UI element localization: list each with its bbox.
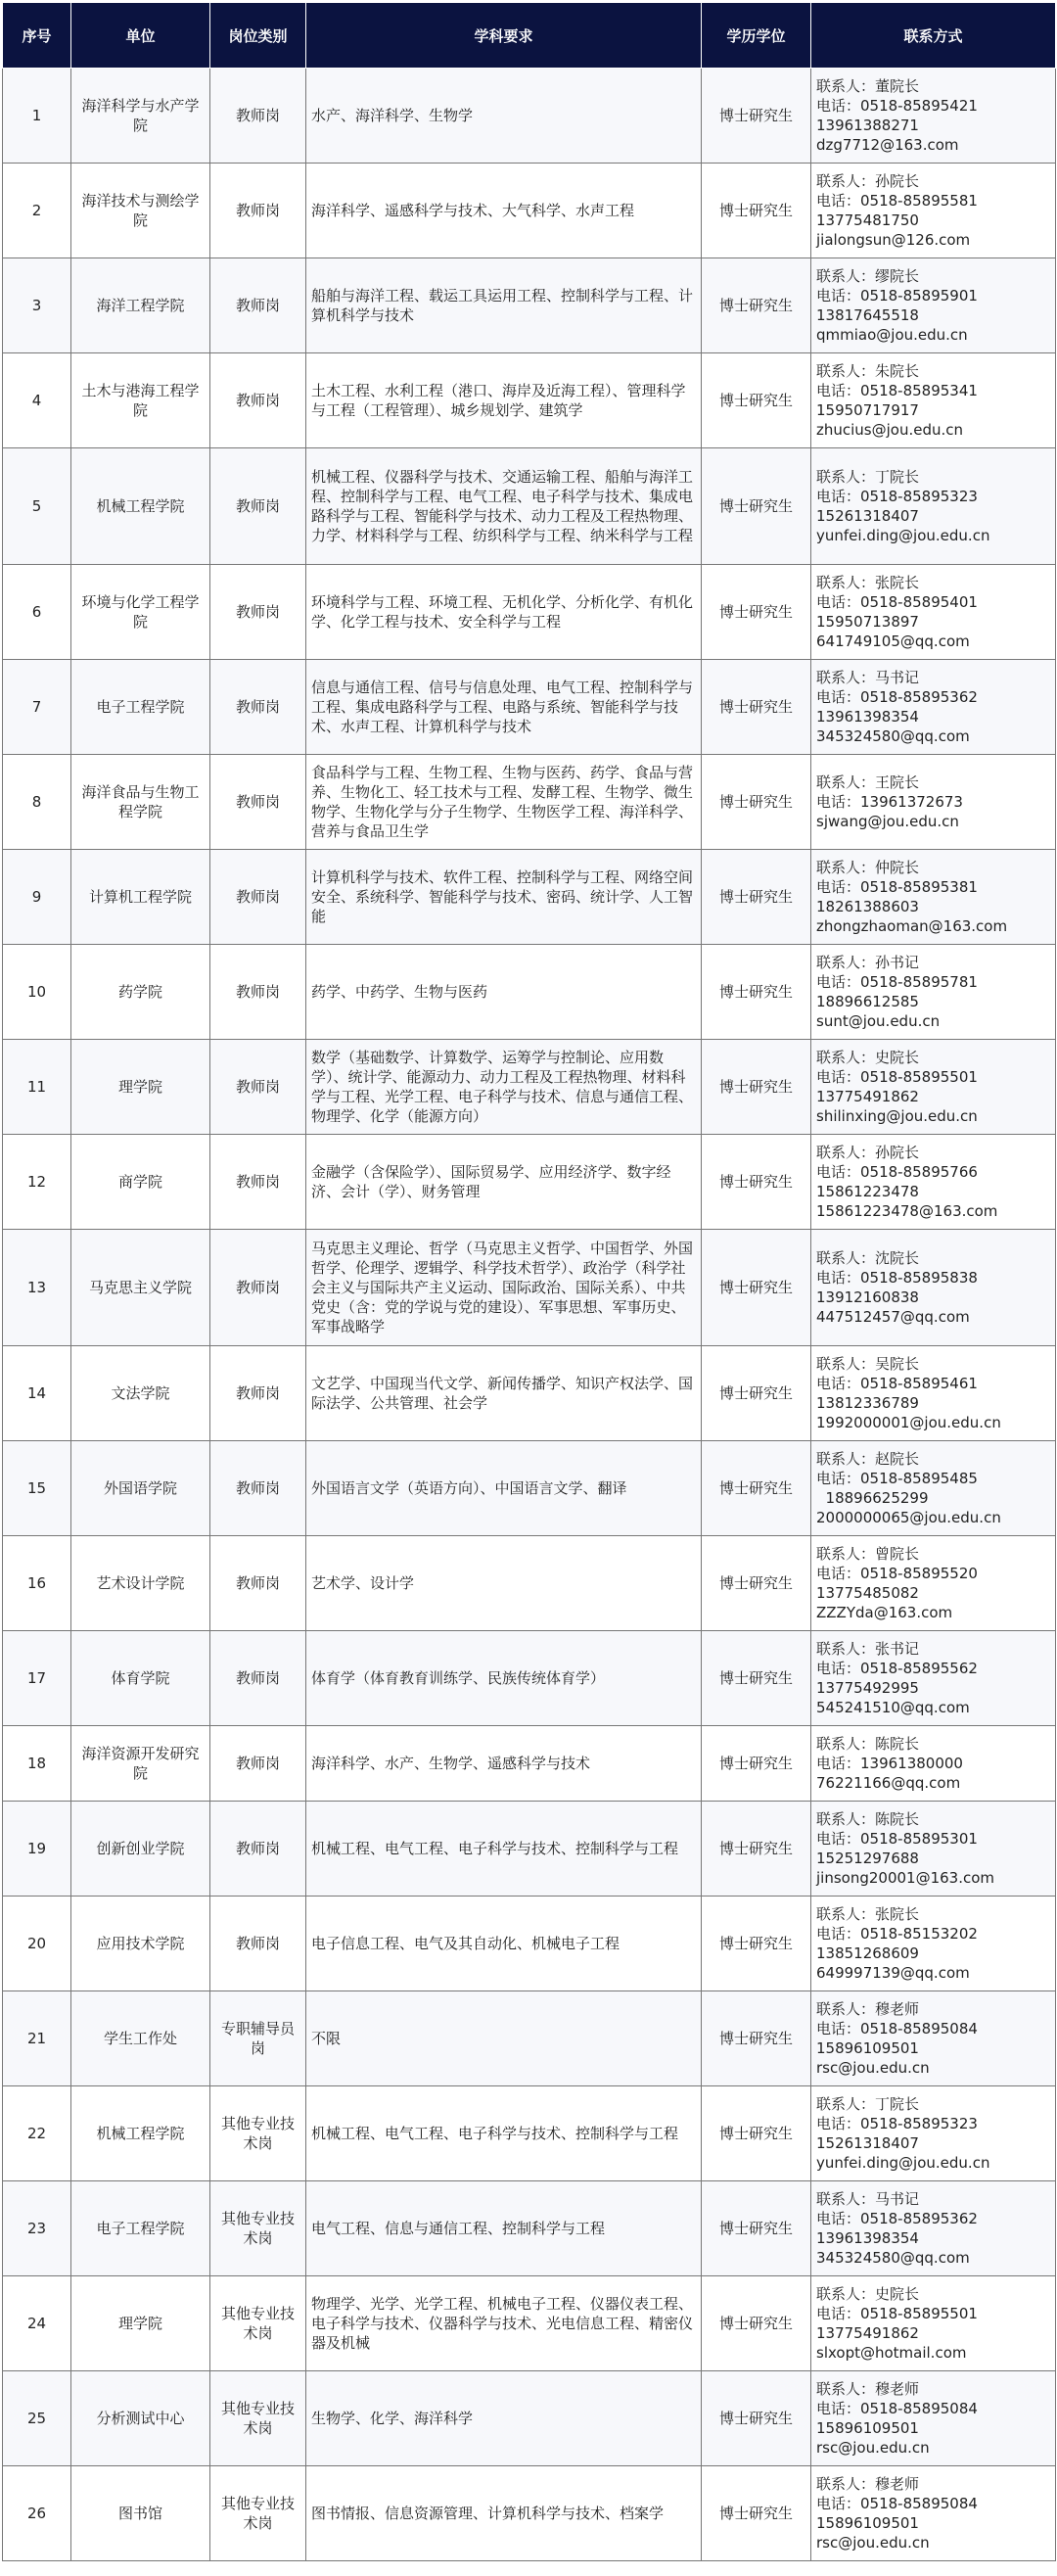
cell-unit: 理学院 <box>71 1040 210 1135</box>
contact-line: 15950713897 <box>816 613 919 631</box>
contact-line: 18896612585 <box>816 993 919 1010</box>
cell-category: 其他专业技术岗 <box>210 2086 306 2181</box>
cell-no: 11 <box>3 1040 71 1135</box>
cell-category: 教师岗 <box>210 258 306 353</box>
cell-contact <box>811 1230 1056 1346</box>
table-row <box>3 2086 1056 2181</box>
cell-no: 22 <box>3 2086 71 2181</box>
table-row <box>3 945 1056 1040</box>
contact-line: 15896109501 <box>816 2514 919 2532</box>
cell-category: 教师岗 <box>210 448 306 565</box>
cell-contact <box>811 448 1056 565</box>
cell-degree: 博士研究生 <box>702 850 811 945</box>
contact-line: 联系人：孙院长 <box>816 1144 920 1161</box>
contact-line: 电话：0518-85895901 <box>816 287 978 304</box>
cell-no: 10 <box>3 945 71 1040</box>
contact-line: 76221166@qq.com <box>816 1774 961 1792</box>
cell-unit: 图书馆 <box>71 2466 210 2561</box>
cell-unit: 海洋技术与测绘学院 <box>71 164 210 258</box>
cell-contact <box>811 1536 1056 1631</box>
contact-line: yunfei.ding@jou.edu.cn <box>816 2154 990 2172</box>
cell-contact <box>811 1991 1056 2086</box>
cell-subjects: 船舶与海洋工程、载运工具运用工程、控制科学与工程、计算机科学与技术 <box>306 258 702 353</box>
cell-category: 专职辅导员岗 <box>210 1991 306 2086</box>
contact-line: 电话：0518-85895520 <box>816 1565 978 1582</box>
contact-line: 联系人：曾院长 <box>816 1545 920 1563</box>
cell-unit: 学生工作处 <box>71 1991 210 2086</box>
cell-degree: 博士研究生 <box>702 2371 811 2466</box>
contact-line: 电话：13961380000 <box>816 1755 963 1772</box>
table-row <box>3 1441 1056 1536</box>
cell-subjects: 马克思主义理论、哲学（马克思主义哲学、中国哲学、外国哲学、伦理学、逻辑学、科学技术哲学）、政治学（科学社会主义与国际共产主义运动、国际政治、国际关系）、中共党史（含：党的学说与党的建设）、军事思想、军事历史、军事战略学 <box>306 1230 702 1346</box>
cell-contact <box>811 2371 1056 2466</box>
contact-line: 1992000001@jou.edu.cn <box>816 1414 1001 1431</box>
cell-no: 15 <box>3 1441 71 1536</box>
table-row <box>3 448 1056 565</box>
cell-contact <box>811 565 1056 660</box>
table-row <box>3 353 1056 448</box>
cell-subjects: 电子信息工程、电气及其自动化、机械电子工程 <box>306 1897 702 1991</box>
cell-subjects: 电气工程、信息与通信工程、控制科学与工程 <box>306 2181 702 2276</box>
header-row <box>3 3 1056 69</box>
contact-line: 15261318407 <box>816 2134 919 2152</box>
table-row <box>3 1991 1056 2086</box>
contact-line: 电话：0518-85895301 <box>816 1830 978 1848</box>
contact-line: sjwang@jou.edu.cn <box>816 813 959 830</box>
cell-degree: 博士研究生 <box>702 1991 811 2086</box>
cell-category: 教师岗 <box>210 1897 306 1991</box>
table-row <box>3 1040 1056 1135</box>
contact-line: 联系人：陈院长 <box>816 1810 920 1828</box>
cell-contact <box>811 2276 1056 2371</box>
cell-unit: 机械工程学院 <box>71 448 210 565</box>
cell-unit: 海洋资源开发研究院 <box>71 1726 210 1802</box>
contact-line: 电话：0518-85895323 <box>816 2115 978 2132</box>
cell-degree: 博士研究生 <box>702 258 811 353</box>
table-row <box>3 1346 1056 1441</box>
cell-unit: 环境与化学工程学院 <box>71 565 210 660</box>
cell-degree: 博士研究生 <box>702 448 811 565</box>
cell-unit: 药学院 <box>71 945 210 1040</box>
table-row <box>3 1897 1056 1991</box>
cell-contact <box>811 755 1056 850</box>
table-row <box>3 1230 1056 1346</box>
cell-unit: 分析测试中心 <box>71 2371 210 2466</box>
cell-subjects: 机械工程、电气工程、电子科学与技术、控制科学与工程 <box>306 2086 702 2181</box>
recruitment-table <box>2 2 1056 2561</box>
cell-degree: 博士研究生 <box>702 1346 811 1441</box>
contact-line: 15861223478@163.com <box>816 1202 998 1220</box>
contact-line: 电话：0518-85895562 <box>816 1660 978 1677</box>
contact-line: sunt@jou.edu.cn <box>816 1012 941 1030</box>
cell-contact <box>811 1346 1056 1441</box>
contact-line: 电话：0518-85895766 <box>816 1163 978 1181</box>
contact-line: jinsong20001@163.com <box>816 1869 995 1887</box>
cell-category: 其他专业技术岗 <box>210 2466 306 2561</box>
cell-unit: 机械工程学院 <box>71 2086 210 2181</box>
cell-category: 其他专业技术岗 <box>210 2181 306 2276</box>
cell-contact <box>811 69 1056 164</box>
cell-degree: 博士研究生 <box>702 69 811 164</box>
cell-category: 教师岗 <box>210 1040 306 1135</box>
contact-line: 联系人：赵院长 <box>816 1450 920 1468</box>
table-row <box>3 1135 1056 1230</box>
cell-category: 教师岗 <box>210 353 306 448</box>
contact-line: qmmiao@jou.edu.cn <box>816 326 968 344</box>
contact-line: 15251297688 <box>816 1850 919 1867</box>
cell-contact <box>811 258 1056 353</box>
contact-line: 电话：0518-85895501 <box>816 1068 978 1086</box>
contact-line: 联系人：史院长 <box>816 1049 920 1066</box>
contact-line: 15950717917 <box>816 401 919 419</box>
contact-line: 13961398354 <box>816 708 919 726</box>
contact-line: 联系人：穆老师 <box>816 2475 920 2493</box>
contact-line: 联系人：马书记 <box>816 669 920 686</box>
contact-line: 联系人：张院长 <box>816 574 920 591</box>
cell-contact <box>811 945 1056 1040</box>
cell-contact <box>811 1726 1056 1802</box>
cell-no: 16 <box>3 1536 71 1631</box>
contact-line: 联系人：穆老师 <box>816 2000 920 2018</box>
contact-line: 13775492995 <box>816 1679 919 1697</box>
cell-degree: 博士研究生 <box>702 755 811 850</box>
contact-line: 545241510@qq.com <box>816 1699 970 1716</box>
table-row <box>3 164 1056 258</box>
contact-line: 13817645518 <box>816 306 919 324</box>
cell-category: 教师岗 <box>210 1230 306 1346</box>
cell-subjects: 土木工程、水利工程（港口、海岸及近海工程）、管理科学与工程（工程管理）、城乡规划学、建筑学 <box>306 353 702 448</box>
contact-line: 联系人：朱院长 <box>816 362 920 380</box>
cell-subjects: 图书情报、信息资源管理、计算机科学与技术、档案学 <box>306 2466 702 2561</box>
cell-contact <box>811 2181 1056 2276</box>
cell-degree: 博士研究生 <box>702 2276 811 2371</box>
cell-degree: 博士研究生 <box>702 353 811 448</box>
cell-contact <box>811 660 1056 755</box>
contact-line: slxopt@hotmail.com <box>816 2344 967 2362</box>
cell-no: 6 <box>3 565 71 660</box>
cell-no: 19 <box>3 1802 71 1897</box>
contact-line: 联系人：孙院长 <box>816 172 920 190</box>
contact-line: 电话：0518-85895362 <box>816 2210 978 2227</box>
contact-line: shilinxing@jou.edu.cn <box>816 1107 978 1125</box>
cell-subjects: 计算机科学与技术、软件工程、控制科学与工程、网络空间安全、系统科学、智能科学与技术、密码、统计学、人工智能 <box>306 850 702 945</box>
cell-no: 4 <box>3 353 71 448</box>
contact-line: yunfei.ding@jou.edu.cn <box>816 527 990 544</box>
cell-contact <box>811 1441 1056 1536</box>
cell-unit: 文法学院 <box>71 1346 210 1441</box>
contact-line: 电话：0518-85895381 <box>816 878 978 896</box>
contact-line: rsc@jou.edu.cn <box>816 2534 930 2552</box>
cell-unit: 海洋科学与水产学院 <box>71 69 210 164</box>
contact-line: 电话：0518-85895581 <box>816 192 978 210</box>
contact-line: 联系人：董院长 <box>816 77 920 95</box>
cell-contact <box>811 1897 1056 1991</box>
contact-line: 2000000065@jou.edu.cn <box>816 1509 1001 1526</box>
contact-line: 13775491862 <box>816 1088 919 1105</box>
cell-unit: 外国语学院 <box>71 1441 210 1536</box>
cell-unit: 马克思主义学院 <box>71 1230 210 1346</box>
contact-line: 联系人：穆老师 <box>816 2380 920 2398</box>
cell-contact <box>811 2466 1056 2561</box>
cell-contact <box>811 1631 1056 1726</box>
cell-category: 教师岗 <box>210 850 306 945</box>
cell-category: 教师岗 <box>210 1536 306 1631</box>
cell-degree: 博士研究生 <box>702 1441 811 1536</box>
contact-line: 电话：0518-85895781 <box>816 973 978 991</box>
contact-line: 18896625299 <box>816 1489 929 1507</box>
cell-degree: 博士研究生 <box>702 1631 811 1726</box>
table-row <box>3 2466 1056 2561</box>
cell-subjects: 信息与通信工程、信号与信息处理、电气工程、控制科学与工程、集成电路科学与工程、电路与系统、智能科学与技术、水声工程、计算机科学与技术 <box>306 660 702 755</box>
cell-category: 教师岗 <box>210 1135 306 1230</box>
cell-contact <box>811 1135 1056 1230</box>
contact-line: 电话：0518-85895838 <box>816 1269 978 1287</box>
cell-degree: 博士研究生 <box>702 1135 811 1230</box>
contact-line: zhongzhaoman@163.com <box>816 917 1008 935</box>
cell-unit: 艺术设计学院 <box>71 1536 210 1631</box>
contact-line: 联系人：张书记 <box>816 1640 920 1658</box>
cell-no: 1 <box>3 69 71 164</box>
contact-line: 电话：0518-85895501 <box>816 2305 978 2322</box>
header-contact: 联系方式 <box>811 3 1056 69</box>
cell-category: 教师岗 <box>210 1441 306 1536</box>
table-row <box>3 2371 1056 2466</box>
cell-subjects: 文艺学、中国现当代文学、新闻传播学、知识产权法学、国际法学、公共管理、社会学 <box>306 1346 702 1441</box>
cell-no: 12 <box>3 1135 71 1230</box>
cell-subjects: 海洋科学、水产、生物学、遥感科学与技术 <box>306 1726 702 1802</box>
cell-category: 教师岗 <box>210 945 306 1040</box>
contact-line: zhucius@jou.edu.cn <box>816 421 964 439</box>
cell-category: 其他专业技术岗 <box>210 2276 306 2371</box>
cell-unit: 应用技术学院 <box>71 1897 210 1991</box>
contact-line: 联系人：丁院长 <box>816 2095 920 2113</box>
contact-line: 345324580@qq.com <box>816 727 970 745</box>
table-row <box>3 755 1056 850</box>
contact-line: 电话：0518-85895421 <box>816 97 978 115</box>
contact-line: 联系人：史院长 <box>816 2285 920 2303</box>
cell-no: 25 <box>3 2371 71 2466</box>
contact-line: 电话：0518-85895084 <box>816 2020 978 2037</box>
cell-unit: 理学院 <box>71 2276 210 2371</box>
contact-line: 15896109501 <box>816 2039 919 2057</box>
cell-category: 教师岗 <box>210 1346 306 1441</box>
cell-category: 教师岗 <box>210 1726 306 1802</box>
cell-unit: 电子工程学院 <box>71 2181 210 2276</box>
cell-subjects: 金融学（含保险学）、国际贸易学、应用经济学、数字经济、会计（学）、财务管理 <box>306 1135 702 1230</box>
table-row <box>3 1726 1056 1802</box>
table-row <box>3 1631 1056 1726</box>
contact-line: jialongsun@126.com <box>816 231 971 249</box>
table-row <box>3 2181 1056 2276</box>
contact-line: 电话：0518-85153202 <box>816 1925 978 1943</box>
table-row <box>3 565 1056 660</box>
contact-line: 联系人：吴院长 <box>816 1355 920 1373</box>
table-row <box>3 1802 1056 1897</box>
cell-subjects: 数学（基础数学、计算数学、运筹学与控制论、应用数学）、统计学、能源动力、动力工程及工程热物理、材料科学与工程、光学工程、电子科学与技术、信息与通信工程、物理学、化学（能源方向） <box>306 1040 702 1135</box>
cell-no: 3 <box>3 258 71 353</box>
header-unit: 单位 <box>71 3 210 69</box>
cell-unit: 海洋食品与生物工程学院 <box>71 755 210 850</box>
contact-line: 电话：13961372673 <box>816 793 963 811</box>
contact-line: 联系人：王院长 <box>816 773 920 791</box>
contact-line: 15861223478 <box>816 1183 919 1200</box>
contact-line: 联系人：陈院长 <box>816 1735 920 1753</box>
cell-unit: 商学院 <box>71 1135 210 1230</box>
cell-subjects: 水产、海洋科学、生物学 <box>306 69 702 164</box>
contact-line: 13961398354 <box>816 2229 919 2247</box>
cell-category: 教师岗 <box>210 565 306 660</box>
contact-line: 电话：0518-85895084 <box>816 2400 978 2417</box>
contact-line: 联系人：孙书记 <box>816 954 920 971</box>
contact-line: 15261318407 <box>816 507 919 525</box>
contact-line: 13912160838 <box>816 1288 919 1306</box>
cell-degree: 博士研究生 <box>702 945 811 1040</box>
cell-category: 教师岗 <box>210 755 306 850</box>
contact-line: 联系人：张院长 <box>816 1905 920 1923</box>
contact-line: 电话：0518-85895362 <box>816 688 978 706</box>
cell-no: 23 <box>3 2181 71 2276</box>
table-row <box>3 660 1056 755</box>
contact-line: 18261388603 <box>816 898 919 915</box>
cell-subjects: 食品科学与工程、生物工程、生物与医药、药学、食品与营养、生物化工、轻工技术与工程、发酵工程、生物学、微生物学、生物化学与分子生物学、生物医学工程、海洋科学、营养与食品卫生学 <box>306 755 702 850</box>
cell-degree: 博士研究生 <box>702 1536 811 1631</box>
cell-degree: 博士研究生 <box>702 565 811 660</box>
cell-degree: 博士研究生 <box>702 2086 811 2181</box>
header-category: 岗位类别 <box>210 3 306 69</box>
cell-no: 14 <box>3 1346 71 1441</box>
cell-degree: 博士研究生 <box>702 1726 811 1802</box>
cell-no: 9 <box>3 850 71 945</box>
contact-line: 447512457@qq.com <box>816 1308 970 1326</box>
cell-unit: 体育学院 <box>71 1631 210 1726</box>
cell-subjects: 机械工程、仪器科学与技术、交通运输工程、船舶与海洋工程、控制科学与工程、电气工程、电子科学与技术、集成电路科学与工程、智能科学与技术、动力工程及工程热物理、力学、材料科学与工程、纺织科学与工程、纳米科学与工程 <box>306 448 702 565</box>
contact-line: 13961388271 <box>816 117 919 134</box>
cell-category: 教师岗 <box>210 1802 306 1897</box>
contact-line: 649997139@qq.com <box>816 1964 970 1982</box>
cell-degree: 博士研究生 <box>702 660 811 755</box>
contact-line: 13775481750 <box>816 211 919 229</box>
cell-subjects: 海洋科学、遥感科学与技术、大气科学、水声工程 <box>306 164 702 258</box>
header-degree: 学历学位 <box>702 3 811 69</box>
contact-line: 联系人：丁院长 <box>816 468 920 486</box>
cell-no: 26 <box>3 2466 71 2561</box>
cell-unit: 土木与港海工程学院 <box>71 353 210 448</box>
cell-no: 18 <box>3 1726 71 1802</box>
cell-contact <box>811 1802 1056 1897</box>
table-row <box>3 850 1056 945</box>
cell-subjects: 机械工程、电气工程、电子科学与技术、控制科学与工程 <box>306 1802 702 1897</box>
contact-line: dzg7712@163.com <box>816 136 959 154</box>
contact-line: 电话：0518-85895485 <box>816 1470 978 1487</box>
cell-degree: 博士研究生 <box>702 164 811 258</box>
cell-contact <box>811 1040 1056 1135</box>
header-subjects: 学科要求 <box>306 3 702 69</box>
table-row <box>3 2276 1056 2371</box>
contact-line: 电话：0518-85895084 <box>816 2495 978 2512</box>
cell-no: 5 <box>3 448 71 565</box>
cell-no: 8 <box>3 755 71 850</box>
contact-line: 13851268609 <box>816 1944 919 1962</box>
table-row <box>3 1536 1056 1631</box>
contact-line: ZZZYda@163.com <box>816 1604 953 1621</box>
cell-category: 教师岗 <box>210 164 306 258</box>
cell-no: 17 <box>3 1631 71 1726</box>
cell-subjects: 体育学（体育教育训练学、民族传统体育学） <box>306 1631 702 1726</box>
contact-line: 13775485082 <box>816 1584 919 1602</box>
cell-subjects: 物理学、光学、光学工程、机械电子工程、仪器仪表工程、电子科学与技术、仪器科学与技术、光电信息工程、精密仪器及机械 <box>306 2276 702 2371</box>
contact-line: 641749105@qq.com <box>816 632 970 650</box>
cell-no: 20 <box>3 1897 71 1991</box>
cell-contact <box>811 2086 1056 2181</box>
table-row <box>3 258 1056 353</box>
cell-subjects: 药学、中药学、生物与医药 <box>306 945 702 1040</box>
contact-line: 电话：0518-85895401 <box>816 593 978 611</box>
cell-no: 21 <box>3 1991 71 2086</box>
cell-no: 2 <box>3 164 71 258</box>
cell-contact <box>811 164 1056 258</box>
contact-line: 电话：0518-85895323 <box>816 488 978 505</box>
contact-line: 联系人：沈院长 <box>816 1249 920 1267</box>
contact-line: 电话：0518-85895461 <box>816 1375 978 1392</box>
cell-unit: 电子工程学院 <box>71 660 210 755</box>
cell-category: 教师岗 <box>210 69 306 164</box>
cell-contact <box>811 353 1056 448</box>
cell-category: 教师岗 <box>210 1631 306 1726</box>
cell-degree: 博士研究生 <box>702 1802 811 1897</box>
cell-no: 24 <box>3 2276 71 2371</box>
header-no: 序号 <box>3 3 71 69</box>
contact-line: 13775491862 <box>816 2324 919 2342</box>
contact-line: 15896109501 <box>816 2419 919 2437</box>
cell-no: 13 <box>3 1230 71 1346</box>
contact-line: rsc@jou.edu.cn <box>816 2439 930 2457</box>
contact-line: 电话：0518-85895341 <box>816 382 978 399</box>
contact-line: rsc@jou.edu.cn <box>816 2059 930 2077</box>
cell-unit: 计算机工程学院 <box>71 850 210 945</box>
cell-subjects: 外国语言文学（英语方向）、中国语言文学、翻译 <box>306 1441 702 1536</box>
contact-line: 13812336789 <box>816 1394 919 1412</box>
cell-unit: 海洋工程学院 <box>71 258 210 353</box>
contact-line: 联系人：仲院长 <box>816 859 920 876</box>
cell-subjects: 环境科学与工程、环境工程、无机化学、分析化学、有机化学、化学工程与技术、安全科学与工程 <box>306 565 702 660</box>
contact-line: 345324580@qq.com <box>816 2249 970 2267</box>
cell-degree: 博士研究生 <box>702 2181 811 2276</box>
cell-no: 7 <box>3 660 71 755</box>
table-body <box>3 69 1056 2561</box>
cell-subjects: 不限 <box>306 1991 702 2086</box>
table-row <box>3 69 1056 164</box>
cell-unit: 创新创业学院 <box>71 1802 210 1897</box>
cell-degree: 博士研究生 <box>702 1897 811 1991</box>
cell-subjects: 艺术学、设计学 <box>306 1536 702 1631</box>
contact-line: 联系人：缪院长 <box>816 267 920 285</box>
cell-contact <box>811 850 1056 945</box>
cell-degree: 博士研究生 <box>702 1040 811 1135</box>
contact-line: 联系人：马书记 <box>816 2190 920 2208</box>
cell-subjects: 生物学、化学、海洋科学 <box>306 2371 702 2466</box>
cell-category: 教师岗 <box>210 660 306 755</box>
cell-degree: 博士研究生 <box>702 2466 811 2561</box>
cell-category: 其他专业技术岗 <box>210 2371 306 2466</box>
cell-degree: 博士研究生 <box>702 1230 811 1346</box>
